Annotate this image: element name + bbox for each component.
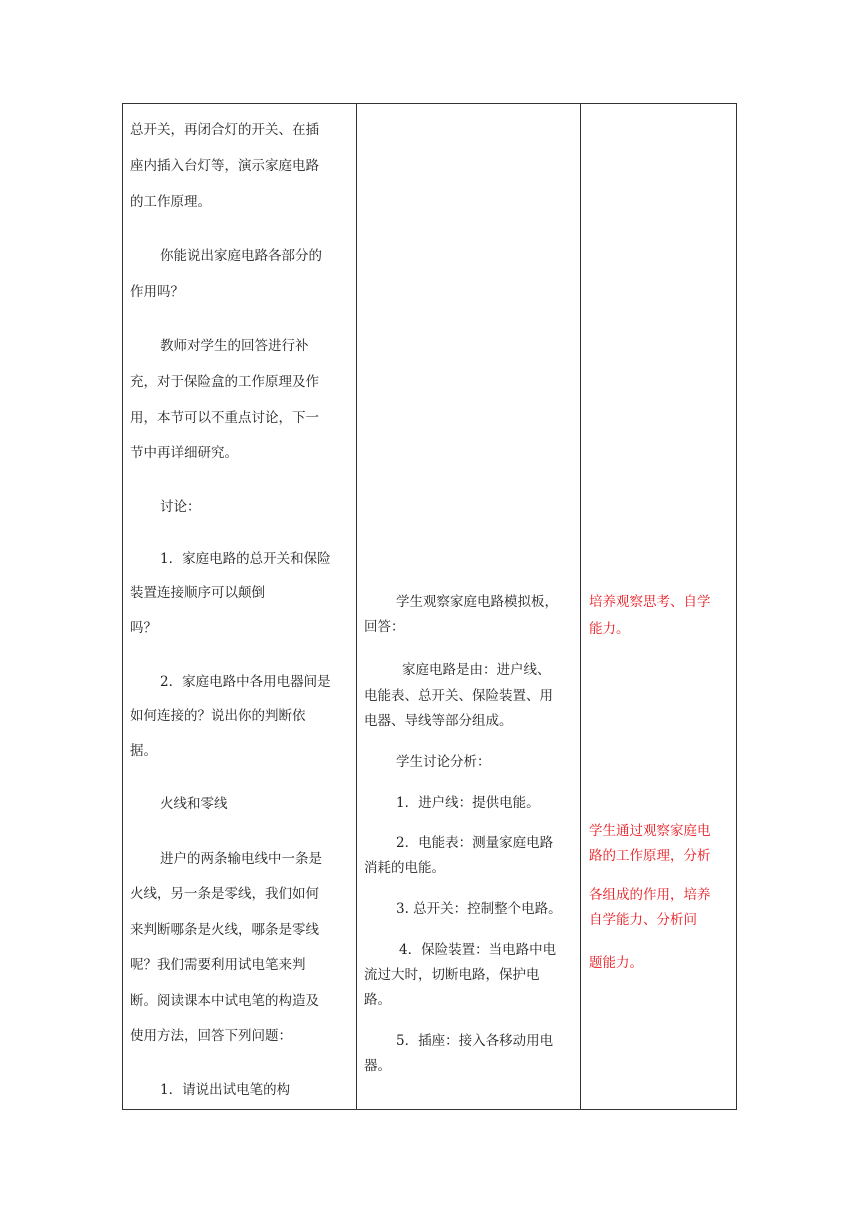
text-line: 学生通过观察家庭电 — [589, 823, 711, 839]
text-line: 作用吗？ — [130, 284, 184, 300]
text-line: 总开关，再闭合灯的开关、在插 — [130, 122, 319, 138]
text-line: 3. 总开关：控制整个电路。 — [396, 901, 562, 917]
text-line: 1．请说出试电笔的构 — [160, 1082, 291, 1098]
text-line: 1．进户线：提供电能。 — [396, 795, 540, 811]
text-line: 节中再详细研究。 — [130, 445, 238, 461]
text-line: 教师对学生的回答进行补 — [160, 338, 309, 354]
text-line: 自学能力、分析问 — [589, 912, 697, 928]
column-divider-1 — [356, 104, 357, 1109]
text-line: 题能力。 — [589, 955, 643, 971]
text-line: 5．插座：接入各移动用电 — [396, 1033, 554, 1049]
text-line: 学生讨论分析： — [396, 754, 491, 770]
text-line: 断。阅读课本中试电笔的构造及 — [130, 993, 319, 1009]
text-line: 2．电能表：测量家庭电路 — [396, 835, 554, 851]
text-line: 使用方法，回答下列问题： — [130, 1028, 292, 1044]
text-line: 各组成的作用，培养 — [589, 887, 711, 903]
text-line: 你能说出家庭电路各部分的 — [160, 248, 322, 264]
text-line: 电能表、总开关、保险装置、用 — [364, 688, 553, 704]
text-line: 讨论： — [160, 499, 201, 515]
text-line: 路的工作原理，分析 — [589, 848, 711, 864]
text-line: 学生观察家庭电路模拟板， — [396, 594, 558, 610]
column-divider-2 — [580, 104, 581, 1109]
text-line: 座内插入台灯等，演示家庭电路 — [130, 158, 319, 174]
text-line: 回答： — [364, 619, 405, 635]
text-line: 1．家庭电路的总开关和保险 — [160, 551, 331, 567]
text-line: 能力。 — [589, 621, 630, 637]
text-line: 4．保险装置：当电路中电 — [399, 942, 557, 958]
text-line: 的工作原理。 — [130, 194, 211, 210]
text-line: 吗？ — [130, 620, 157, 636]
text-line: 用，本节可以不重点讨论，下一 — [130, 410, 319, 426]
text-line: 来判断哪条是火线，哪条是零线 — [130, 922, 319, 938]
text-line: 器。 — [364, 1058, 391, 1074]
text-line: 消耗的电能。 — [364, 860, 445, 876]
text-line: 路。 — [364, 992, 391, 1008]
text-line: 如何连接的？说出你的判断依 — [130, 708, 306, 724]
text-line: 火线，另一条是零线，我们如何 — [130, 886, 319, 902]
text-line: 进户的两条输电线中一条是 — [160, 851, 322, 867]
text-line: 呢？我们需要利用试电笔来判 — [130, 957, 306, 973]
text-line: 装置连接顺序可以颠倒 — [130, 585, 265, 601]
text-line: 家庭电路是由：进户线、 — [402, 662, 551, 678]
text-line: 流过大时，切断电路，保护电 — [364, 967, 540, 983]
text-line: 2．家庭电路中各用电器间是 — [160, 674, 331, 690]
text-line: 据。 — [130, 743, 157, 759]
text-line: 电器、导线等部分组成。 — [364, 713, 513, 729]
text-line: 培养观察思考、自学 — [589, 594, 711, 610]
text-line: 充，对于保险盒的工作原理及作 — [130, 374, 319, 390]
text-line: 火线和零线 — [160, 796, 228, 812]
